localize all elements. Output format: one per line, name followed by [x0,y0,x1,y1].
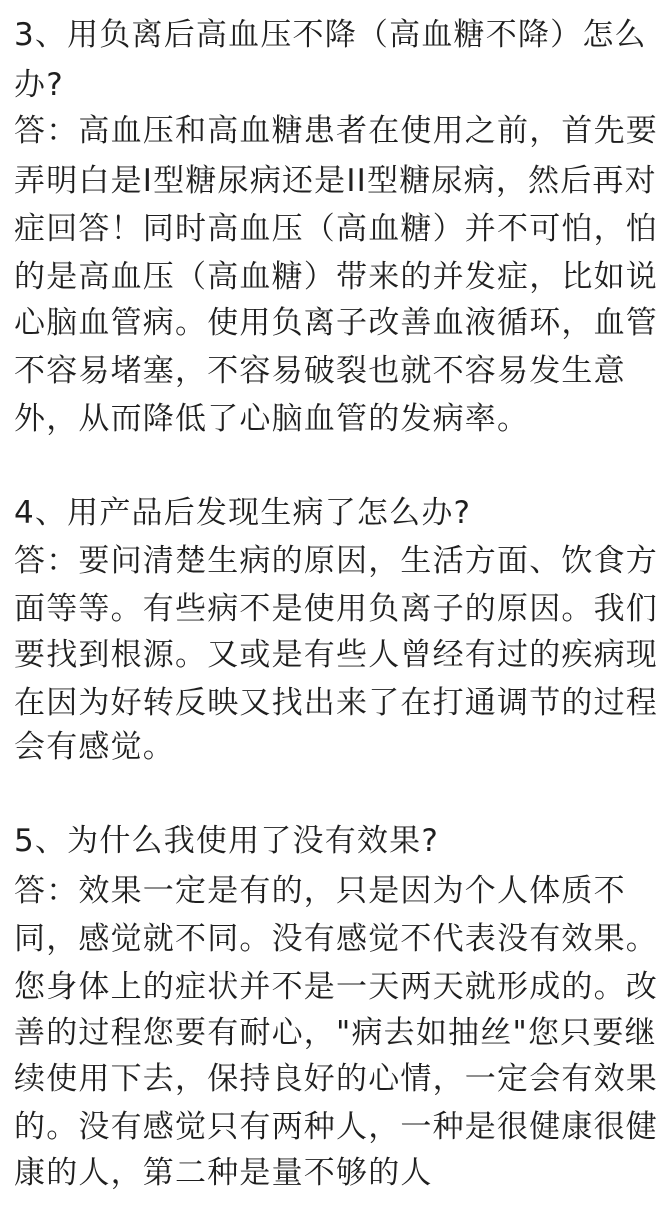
q5-answer-line-6: 的。没有感觉只有两种人，一种是很健康很健 [14,1109,658,1145]
q3-answer-line-7: 外，从而降低了心脑血管的发病率。 [14,401,530,437]
q5-answer-line-2: 同，感觉就不同。没有感觉不代表没有效果。 [14,921,658,957]
q3-question-line-2: 办? [14,67,64,103]
q5-answer-line-3: 您身体上的症状并不是一天两天就形成的。改 [14,969,658,1005]
q3-answer-line-4: 的是高血压（高血糖）带来的并发症，比如说 [14,259,658,295]
q3-answer-line-3: 症回答！同时高血压（高血糖）并不可怕，怕 [14,211,658,247]
q3-answer-line-1: 答：高血压和高血糖患者在使用之前，首先要 [14,113,658,149]
q4-answer-line-5: 会有感觉。 [14,729,175,765]
q5-answer-line-7: 康的人，第二种是量不够的人 [14,1155,433,1191]
q5-answer-line-1: 答：效果一定是有的，只是因为个人体质不 [14,873,626,909]
q3-question-line-1: 3、用负离后高血压不降（高血糖不降）怎么 [14,17,647,53]
q4-answer-line-4: 在因为好转反映又找出来了在打通调节的过程 [14,685,658,721]
q4-answer-line-1: 答：要问清楚生病的原因，生活方面、饮食方 [14,543,658,579]
q4-question-line-1: 4、用产品后发现生病了怎么办? [14,495,472,531]
q3-answer-line-5: 心脑血管病。使用负离子改善血液循环，血管 [14,305,658,341]
q5-question-line-1: 5、为什么我使用了没有效果? [14,823,439,859]
q3-answer-line-6: 不容易堵塞，不容易破裂也就不容易发生意 [14,353,626,389]
q5-answer-line-4: 善的过程您要有耐心，"病去如抽丝"您只要继 [14,1015,657,1051]
q3-answer-line-2: 弄明白是I型糖尿病还是II型糖尿病，然后再对 [14,163,657,199]
q5-answer-line-5: 续使用下去，保持良好的心情，一定会有效果 [14,1061,658,1097]
q4-answer-line-2: 面等等。有些病不是使用负离子的原因。我们 [14,591,658,627]
q4-answer-line-3: 要找到根源。又或是有些人曾经有过的疾病现 [14,637,658,673]
